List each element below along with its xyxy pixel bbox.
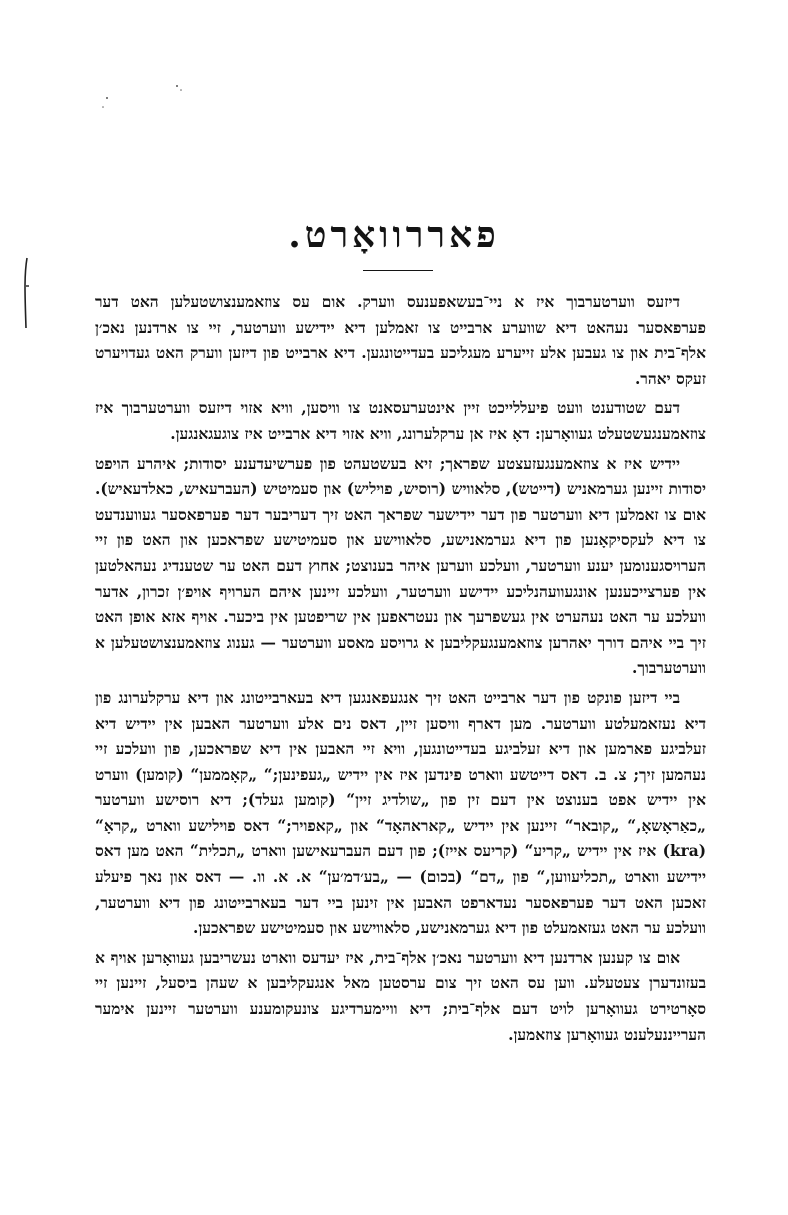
paper-specks bbox=[95, 80, 185, 110]
paragraph: דיזעס ווערטערבוך איז א ניי־בעשאפענעס ווערק. אום עס צוזאמענצושטעלען האט דער פערפאסער נעהאט דיא שווערע ארבייט צו זאמלען דיא יידישע ווערטער, זיי צו ארדנען נאכ׳ן אלף־בית און צו געבען אלע זייערע מעגליכע בעדייטונגען. דיא ארבייט פון דיזען ווערק האט געדויערט זעקס יאהר. bbox=[95, 293, 706, 388]
paragraph: ביי דיזען פונקט פון דער ארבייט האט זיך אנגעפאנגען דיא בעארבייטונג און דיא ערקלערונג פון דיא נעזאמעלטע ווערטער. מען דארף וויסען זיין, דאס נים אלע ווערטער האבען אין יידיש דיא זעלביגע פארמען און דיא זעלביגע בעדייטונגען, וויא זיי האבען אין דיא שפראכען, פון וועלכע זיי נעהמען זיך; צ. ב. דאס דייטשע ווארט פינדען איז אין יידיש „געפינען;“ „קאָממען“ (קומען) ווערט אין יידיש אפט בענוצט אין דעם זין פון „שולדיג זיין“ (קומען געלד); דיא רוסישע ווערטער „כאַראָשאָ,“ „קובאר“ זיינען אין יידיש „קאראהאָד“ און „קאפויר;“ דאס פוילישע ווארט „קראָ“ (kra) איז אין יידיש „קריע“ (קריעס אייז); פון דעם העברעאישען ווארט „תכלית“ האט מען דאס יידישע ווארט „תכליעווען,“ פון „דם“ (בכום) — „בע׳דמ׳ען“ א. א. וו. — דאס און נאך פיעלע זאכען האט דער פערפאסער נעדארפט האבען אין זינען ביי דער בעארבייטונג פון דיא ווערטער, וועלכע ער האט געזאמעלט פון דיא גערמאנישע, סלאווישע און סעמיטישע שפראכען. bbox=[95, 688, 706, 938]
paragraph: דעם שטודענט וועט פיעללייכט זיין אינטערעסאנט צו וויסען, וויא אזוי דיזעס ווערטערבוך איז צוזאמענגעשטעלט געוואָרען: דאָ איז אן ערקלערונג, וויא אזוי דיא ארבייט איז צוגעגאנגען. bbox=[95, 399, 706, 443]
margin-bracket-mark bbox=[22, 256, 32, 330]
title-divider bbox=[363, 270, 433, 271]
paragraph: יידיש איז א צוזאמענגעזעצטע שפראך; זיא בעשטעהט פון פערשיעדענע יסודות; איהרע הויפט יסודות זיינען גערמאניש (דייטש), סלאוויש (רוסיש, פויליש) און סעמיטיש (העברעאיש, כאלדעאיש). אום צו זאמלען דיא ווערטער פון דער יידישער שפראך האט זיך דעריבער דער פערפאסער געווענדעט צו דיא לעקסיקאָנען פון דיא גערמאנישע, סלאווישע און סעמיטישע שפראכען און האט פון זיי הערויסגענומען יענע ווערטער, וועלכע ווערען איהר בענוצט; אחוץ דעם האט ער שטענדיג נעהאלטען אין פערצייכענען אונגעוועהנליכע יידישע ווערטער, וועלכע זיינען איהם הערויף אויפ׳ן זכרון, אדער וועלכע ער האט נעהערט אין געשפרעך און נעטראפען אין שריפטען אין ביכער. אויף אזא אופן האט זיך ביי איהם דורך יאהרען צוזאמענגעקליבען א גרויסע מאסע ווערטער — גענוג צוזאמענצושטעלען א ווערטערבוך. bbox=[95, 454, 706, 678]
page-title: פאררוואָרט. bbox=[288, 214, 500, 256]
paragraph: אום צו קענען ארדנען דיא ווערטער נאכ׳ן אלף־בית, איז יעדעס ווארט נעשריבען געוואָרען אויף א בעזונדערן צעטעלע. ווען עס האט זיך צום ערסטען מאל אנגעקליבען א שעהן ביסעל, זיינען זיי סאָרטירט געוואָרען לויט דעם אלף־בית; דיא וויימערדיגע צונעקומענע ווערטער זיינען אימער הערייננעלענט געוואָרען צוזאמען. bbox=[95, 948, 706, 1044]
preface-body bbox=[95, 290, 706, 1048]
